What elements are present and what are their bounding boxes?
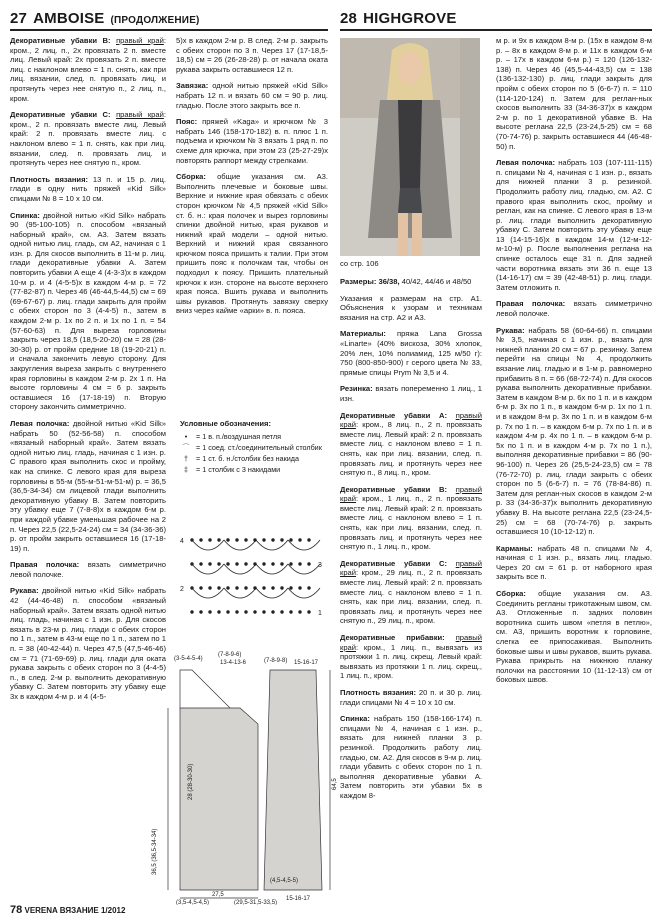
legend-item	[180, 442, 330, 453]
paragraph-text: 40/42, 44/46 и 48/50	[401, 277, 472, 286]
paragraph-text: набрать 103 (107-111-115) п. спицами № 4, начиная с 1 изн. р., вязать для нижней планки 3 р. резинкой. Продолжить работу лиц. гладью, см. А2. С правого края выполнить скос, пройму и реглан, как на спинке. С левого края в 13-м р. лиц. глади выполнить декоративную убавку С. Затем повторить эту убавку еще 13 (14-15-16)х в каждом 14-м (12-м-12-м-10-м) р. После выполнения реглана на спинке осталось еще 31 п. Для задней части воротника вязать эти 36 п. еще 13 (14-16-17) см = 39 (42-48-51) р. лиц. глади. Затем отложить п.	[496, 158, 652, 292]
paragraph-heading: Материалы:	[340, 329, 386, 339]
chain-stitch-mark	[218, 611, 221, 614]
legend-symbol-icon: ⌒	[182, 443, 190, 452]
paragraph	[340, 329, 482, 377]
chain-arch-mark	[288, 588, 320, 598]
paragraph-heading: Левая полочка:	[10, 418, 70, 428]
paragraph	[340, 411, 482, 478]
legend-text: = 1 столбик с 3 накидами	[196, 465, 281, 474]
paragraph	[496, 299, 652, 318]
paragraph	[10, 419, 166, 553]
paragraph-heading: Декоративные убавки А:	[340, 410, 447, 420]
paragraph-text: набрать 48 п. спицами № 4, начиная с 1 изн. р., вязать лиц. гладью. Через 20 см = 61 р. от наборного края закрыть все п.	[496, 543, 652, 582]
schem-top-label: 13-4-13-6	[220, 660, 247, 666]
chain-stitch-mark	[245, 587, 248, 590]
chain-stitch-mark	[272, 611, 275, 614]
legend-symbol-icon: ‡	[184, 465, 188, 474]
chain-stitch-mark	[263, 587, 266, 590]
chain-stitch-mark	[308, 611, 311, 614]
paragraph-heading: Декоративные прибавки:	[340, 633, 445, 642]
header-amboise	[10, 10, 200, 30]
chain-arch-mark	[288, 540, 320, 550]
chain-stitch-mark	[263, 539, 266, 542]
chain-arch-mark	[288, 564, 320, 574]
schem-top-label: (7-8-9-8)	[264, 658, 288, 664]
paragraph	[176, 36, 328, 74]
paragraph	[340, 277, 482, 287]
schem-bottom-label: 27,5	[212, 892, 224, 898]
chain-stitch-mark	[245, 611, 248, 614]
chain-stitch-mark	[236, 563, 239, 566]
paragraph-text: двойной нитью «Kid Silk» набрать 50 (52-56-58) п. способом «вязаный наборный край». Затем вязать одной нитью лиц. гладь, начиная с 1 изн. р. С правого края выполнить скос и пройму, как на спинке. С левого края для выреза горловины в 55-м (55-м-51-м-51-м) р. = 36,5 (36,5-34-34) см лицевой глади выполнить декоративную убавку В. Затем повторить эту убавку еще 7 (7-8-8)х в каждом 6-м р. при каждой убавке уменьшая рабочее на 2 п. Через 22,5 (22,5-24-24) см = 34 (34-36-36) р. от пройм закрыть оставшиеся 16 (17-18-19) п.	[10, 418, 166, 553]
chain-stitch-mark	[308, 587, 311, 590]
chain-stitch-mark	[209, 563, 212, 566]
paragraph-heading: Карманы:	[496, 543, 533, 553]
paragraph-text: 20 п. и 30 р. лиц. глади спицами № 4 = 10 х 10 см.	[340, 687, 482, 707]
schem-sleeve-mid: (4,5-4,5-5)	[270, 878, 299, 884]
schem-top-label: (7-8-9-6)	[218, 652, 242, 658]
paragraph	[10, 560, 166, 579]
underlined-term: правый край	[340, 633, 482, 652]
legend-symbol-icon: †	[184, 454, 188, 463]
chain-arch-mark	[256, 588, 288, 598]
chain-stitch-mark	[245, 539, 248, 542]
chain-stitch-mark	[227, 563, 230, 566]
paragraph-heading: Резинка:	[340, 384, 373, 394]
paragraph	[496, 544, 652, 582]
paragraph	[496, 589, 652, 685]
legend-symbol-icon: •	[184, 432, 188, 441]
paragraph-text: : кром., 8 лиц. п., 2 п. провязать вместе лиц. Левый край: 2 п. провязать вместе лиц. с наклоном влево = 1 п. снять, как при лиц. вязании, след. п. провязать лиц. и протянуть через нее снятую п., 8 лиц. п., кром.	[340, 420, 482, 478]
paragraph-heading: Сборка:	[496, 589, 526, 599]
paragraph-heading: Рукава:	[10, 586, 39, 596]
chain-stitch-mark	[218, 563, 221, 566]
paragraph-text: общие указания см. А3. Выполнить плечевые и боковые швы. Верхние и нижние края обвязать с обеих сторон крючком № 4,5 пряжей «Kid Silk» ст. б. н.: края полочек и вырез горловины спинки двойной нитью, края рукавов и нижний край модели – одной нитью. Верхний и нижний края связанного крючком пояса пришить к талии. При этом пришить пояс к полочкам так, чтобы он подходил к поясу. Пришить плательный крючок к изн. стороне на высоте верхнего края пояса. Вшить рукава и выполнить швы рукавов. Протянуть завязку сверху вниз через каймe «арки» в. п. пояса.	[176, 172, 328, 316]
chain-stitch-mark	[227, 611, 230, 614]
underlined-term: правый край	[116, 110, 164, 120]
chain-stitch-mark	[272, 563, 275, 566]
chain-stitch-mark	[200, 539, 203, 542]
chain-stitch-mark	[254, 611, 257, 614]
paragraph-text: Указания к размерам на стр. А1. Объяснения к узорам и техникам вязания на стр. А2 и А3.	[340, 293, 482, 322]
paragraph	[340, 688, 482, 707]
text-column-3	[340, 277, 482, 808]
paragraph-text: м р. и 9х в каждом 8-м р. (15х в каждом 8-м р. – 8х в каждом 8-м р. и 11х в каждом 6-м р. – 17х в каждом 6-м р.) = 120 (126-132-138) п. Через 46 (45,5-44-43,5) см = 138 (136-132-130) р. лиц. глади закрыть для пройм с обеих сторон по 5 (6-6-7) п. = 110 (114-120-124) п. Затем для реглан-ных скосов выполнить 33 (34-36-37)х в каждом 2-м р. по 1 декоративной убавке В. На высоте реглана 22,5 (23-24,5-25) см = 68 (70-74-76) р. закрыть оставшиеся 44 (46-48-50) п.	[496, 36, 652, 151]
paragraph-heading: Правая полочка:	[496, 299, 566, 309]
paragraph	[176, 172, 328, 316]
paragraph	[340, 485, 482, 552]
paragraph	[340, 714, 482, 800]
paragraph-heading: Пояс:	[176, 117, 198, 127]
paragraph	[10, 36, 166, 103]
chart-row-label: 2	[180, 586, 184, 593]
paragraph	[176, 117, 328, 165]
chain-stitch-mark	[200, 563, 203, 566]
crochet-chart	[178, 530, 328, 640]
paragraph-heading: Правая полочка:	[10, 560, 80, 570]
paragraph-text: двойной нитью «Kid Silk» набрать 42 (44-46-48) п. способом «вязаный наборный край». Затем вязать одной нитью лиц. гладь, начиная с 1 изн. р. Для скосов вязать в 23-м р. лиц. глади с обеих сторон по 1 п., затем в 43-м еще по 1 п., затем по 1 п. = 38 (40-42-44) п. Через 47,5 (47,5-46-46) см = 71 (71-69-69) р. лиц. глади для окатa рукава закрыть с обеих сторон по 3 (4-4-5) п., в след. 2-м р. выполнить декоративную убавку С. Затем повторить эту убавку еще 3х в каждом 4-м р. и 4 (4-5-	[10, 586, 166, 701]
legend-text: = 1 соед. ст./соединительный столбик	[196, 443, 322, 452]
paragraph	[496, 158, 652, 292]
header-rule-left	[10, 29, 328, 31]
paragraph-text: : кром., 2 лиц. п., 2х провязать 2 п. вместе лиц. Левый край: 2х провязать 2 п. вместе лиц. с наклоном влево = 1 п. снять, как при лиц. вязании, след. п. провязать лиц. и протянуть через нее снятую п., 2 лиц. п., кром.	[10, 36, 166, 103]
chain-stitch-mark	[281, 563, 284, 566]
chain-stitch-mark	[272, 539, 275, 542]
paragraph-text: пряжа Lana Grossa «Linarte» (40% вискоза, 30% хлопок, 20% лен, 10% полиамид, 125 м/50 г): 750 (800-850-900) г серого цвета № 33, прямые спицы Prym № 3,5 и 4.	[340, 329, 482, 377]
chain-stitch-mark	[281, 539, 284, 542]
paragraph-heading: Декоративные убавки В:	[340, 484, 447, 494]
pattern-number: 28	[340, 10, 358, 27]
chain-stitch-mark	[236, 539, 239, 542]
schem-top-label: (3-5-4-5-4)	[174, 656, 203, 662]
paragraph-text: вязать попеременно 1 лиц., 1 изн.	[340, 384, 482, 403]
underlined-term: правый край	[116, 36, 164, 45]
chain-stitch-mark	[308, 563, 311, 566]
schem-sleeve-bottom: 15-16-17	[286, 896, 311, 902]
paragraph-heading: Спинка:	[10, 210, 40, 220]
underlined-term: правый край	[340, 484, 482, 504]
chain-stitch-mark	[218, 587, 221, 590]
model-photo-image	[340, 38, 480, 256]
paragraph-text: : кром., 29 лиц. п., 2 п. провязать вместе лиц. Левый край: 2 п. провязать вместе лиц. с наклоном влево = 1 п. снять, как при лиц. вязании, след. п. провязать лиц. и протянуть через нее снятую п., 29 лиц. п., кром.	[340, 568, 482, 626]
paragraph-heading: Размеры: 36/38,	[340, 277, 400, 286]
photo-caption: со стр. 106	[340, 259, 379, 268]
chain-arch-mark	[256, 540, 288, 550]
chain-stitch-mark	[299, 587, 302, 590]
paragraph-text: одной нитью пряжей «Kid Silk» набрать 12 п. и вязать 60 см = 90 р. лиц. гладью. После этого закрыть все п.	[176, 81, 328, 110]
chain-stitch-mark	[272, 587, 275, 590]
chain-arch-mark	[224, 540, 256, 550]
paragraph-text: пряжей «Kaga» и крючком № 3 набрать 146 (158-170-182) в. п. плюс 1 п. подъема и крючком № 3 вязать 1 ряд п. по схеме для крючка, при этом 23 (25-27-29)х повторять раппорт между стрелками.	[176, 117, 328, 165]
paragraph	[496, 36, 652, 151]
paragraph-text: : кром., 2 п. провязать вместе лиц. Левый край: 2 п. провязать вместе лиц. с наклоном влево = 1 п. снять, как при лиц. вязании, след. п. провязать лиц. и протянуть через нее снятую п., кром.	[10, 110, 166, 168]
chain-stitch-mark	[227, 587, 230, 590]
chain-stitch-mark	[263, 563, 266, 566]
pattern-title: HIGHGROVE	[363, 10, 457, 27]
page-number: 78	[10, 904, 23, 916]
legend-item	[180, 464, 330, 475]
chain-stitch-mark	[209, 539, 212, 542]
paragraph-heading: Сборка:	[176, 172, 206, 182]
paragraph-heading: Плотность вязания:	[340, 687, 417, 697]
chain-stitch-mark	[290, 539, 293, 542]
pattern-title: AMBOISE	[33, 10, 105, 27]
paragraph-heading: Спинка:	[340, 714, 370, 724]
legend-text: = 1 ст. б. н./столбик без накида	[196, 454, 299, 463]
chain-stitch-mark	[290, 611, 293, 614]
paragraph	[340, 294, 482, 323]
chain-stitch-mark	[200, 611, 203, 614]
chain-stitch-mark	[200, 587, 203, 590]
paragraph-heading: Плотность вязания:	[10, 174, 89, 184]
paragraph-text: набрать 150 (158-166-174) п. спицами № 4, начиная с 1 изн. р., вязать для нижней планки 3 р. резинкой. Продолжить работу лиц. гладью, см. А2. Для скосов в 9-м р. лиц. глади убавить с обеих сторон по 1 п. выполняя декоративные убавки А. Затем повторить эти убавки 5х в каждом 8-	[340, 714, 482, 800]
paragraph-heading: Декоративные убавки В:	[10, 36, 111, 45]
chain-stitch-mark	[290, 563, 293, 566]
magazine-name: VERENA ВЯЗАНИЕ 1/2012	[24, 906, 126, 915]
paragraph	[496, 326, 652, 537]
chart-row-label: 3	[318, 562, 322, 569]
paragraph-text: общие указания см. А3. Соединить регланы трикотажным швом, см. А3. Отложенные п. задних половин воротника сшить швом «петля в петлю», см. А3, пришить воротник к горловине, слегка ее припосаживая. Выполнить боковые швы и швы рукавов, вшить рукава. Рукава прикрыть на нижнюю планку полочки на расстоянии 10 (11-12-13) см от боковых швов.	[496, 589, 652, 685]
schem-bottom-label: (29,5-31,5-33,5)	[234, 900, 278, 905]
header-highgrove	[340, 10, 457, 30]
chain-stitch-mark	[299, 611, 302, 614]
schem-bottom-label: (3,5-4,5-4,5)	[176, 900, 210, 905]
page-footer	[10, 904, 125, 916]
paragraph-text: 13 п. и 15 р. лиц. глади в одну нить пряжей «Kid Silk» спицами № 8 = 10 х 10 см.	[10, 174, 166, 203]
text-column-4	[496, 36, 652, 692]
legend-text: = 1 в. п./воздушная петля	[196, 432, 281, 441]
paragraph	[340, 384, 482, 403]
chain-arch-mark	[224, 588, 256, 598]
paragraph	[10, 211, 166, 412]
chain-stitch-mark	[281, 611, 284, 614]
chain-stitch-mark	[299, 563, 302, 566]
paragraph-text: двойной нитью «Kid Silk» набрать 90 (95-100-105) п. способом «вязаный наборный край», см. А3. Затем вязать одной нитью лиц. гладь, см А2, начиная с 1 изн. р. Для скосов выполнить в 11-м р. лиц. глади декоративные убавки А. Затем повторить убавки А еще 4 (4-3-3)х в каждом 10-м р. и 4 (4-5-5)х в каждом 4-м р. = 72 (77-82-87) п. Через 46 (46-44,5-44,5) см = 69 (69-67-67) р. лиц. глади закрыть для пройм с обеих сторон по 3 (4-4-5) п., затем в каждом 2-м р. 1х по 2 п. и 1х по 1 п. = 54 (57-60-63) п. Для выреза горловины закрыть через 18,5 (18,5-20-20) см = 28 (28-30-30) р. от пройм средние 18 (19-20-21) п. и сначала закончить левую сторону. Для закругления выреза закрыть с внутреннего края горловины в каждом 2-м р. 2х 1 п. На высоте горловины 4 см = 6 р. закрыть оставшиеся 16 (17-18-19) п. Вторую сторону закончить симметрично.	[10, 210, 166, 412]
paragraph-heading: Декоративные убавки С:	[340, 558, 447, 568]
paragraph	[340, 559, 482, 626]
header-rule-right	[340, 29, 652, 31]
chart-row-label: 1	[318, 610, 322, 617]
chain-stitch-mark	[218, 539, 221, 542]
schem-sleeve-side: 64,5	[332, 778, 338, 790]
chain-stitch-mark	[245, 563, 248, 566]
symbol-legend	[180, 418, 330, 475]
text-column-1	[10, 36, 166, 709]
chain-arch-mark	[224, 564, 256, 574]
chain-stitch-mark	[209, 611, 212, 614]
paragraph-heading: Рукава:	[496, 325, 525, 335]
pattern-number: 27	[10, 10, 28, 27]
schem-sleeve-top: 15-16-17	[294, 660, 319, 666]
legend-item	[180, 453, 330, 464]
chain-stitch-mark	[299, 539, 302, 542]
schem-side-label: 36,5 (36,5-34-34)	[152, 828, 158, 875]
chart-row-label: 4	[180, 538, 184, 545]
underlined-term: правый край	[340, 558, 482, 578]
chain-stitch-mark	[191, 611, 194, 614]
chain-stitch-mark	[308, 539, 311, 542]
chain-stitch-mark	[227, 539, 230, 542]
underlined-term: правый край	[340, 410, 482, 430]
paragraph	[340, 633, 482, 681]
text-column-2	[176, 36, 328, 323]
paragraph-heading: Завязка:	[176, 81, 209, 91]
model-photo	[340, 38, 480, 256]
paragraph-heading: Левая полочка:	[496, 158, 556, 168]
chain-stitch-mark	[290, 587, 293, 590]
legend-title: Условные обозначения:	[180, 419, 272, 428]
chain-stitch-mark	[236, 587, 239, 590]
chain-stitch-mark	[263, 611, 266, 614]
schem-side-label: 28 (28-30-30)	[188, 763, 194, 800]
chain-stitch-mark	[281, 587, 284, 590]
paragraph-text: вязать симметрично левой полочке.	[496, 299, 652, 319]
paragraph-text: набрать 58 (60-64-66) п. спицами № 3,5, начиная с 1 изн. р., вязать для нижней планки 20 см = 67 р. резинку. Затем перейти на спицы № 4, продолжить вязание лиц. гладью и в 1-м р. равномерно прибавить 8 п. = 66 (68-72-74) п. Для скосов рукава выполнить декоративные прибавки. Затем в каждом 8-м р. 6х по 1 п. и в каждом 6-м р. 3х по 1 п., в каждом 6-м р. 1х по 1 п. и в каждом 8-м р. 3х по 1 п. и в каждом 6-м р. 7х по 1 п. – в каждом 6-м р. 7х по 1 п. и в каждом 4-м р. 4х по 1 п. – в каждом 6-м р. 5х по 1 п. и в каждом 4-м р. 7х по 1 п.), выполняя декоративные прибавки = 86 (90-96-100) п. Через 26 (25,5-24-23,5) см = 78 (76-72-70) р. лиц. глади закрыть с обеих сторон по 5 (6-6-7) п. = 76 (78-84-86) п. Затем для реглан-ных скосов в каждом 2-м р. 33 (34-36-37)х выполнить декоративную убавку В. На высоте реглана 22,5 (23-24,5-25) см = 68 (70-74-76) р. закрыть оставшиеся 10 (10-12-12) п.	[496, 325, 652, 537]
chain-stitch-mark	[236, 611, 239, 614]
chain-arch-mark	[256, 564, 288, 574]
schematic-sleeve	[250, 650, 340, 905]
legend-item	[180, 431, 330, 442]
chain-stitch-mark	[209, 587, 212, 590]
paragraph	[176, 81, 328, 110]
paragraph-text: 5)х в каждом 2-м р. В след. 2-м р. закрыть с обеих сторон по 3 п. Через 17 (17-18,5-18,5) см = 26 (26-28-28) р. от начала оката рукава закрыть оставшиеся 12 п.	[176, 36, 328, 74]
paragraph	[10, 110, 166, 168]
pattern-subtitle: (ПРОДОЛЖЕНИЕ)	[110, 15, 200, 26]
paragraph	[10, 175, 166, 204]
paragraph-text: вязать симметрично левой полочке.	[10, 560, 166, 579]
paragraph-text: : кром., 1 лиц. п., вывязать из протяжки 1 п. лиц. скрещ. Левый край: вывязать из протяжки 1 п. лиц. скрещ., 1 лиц. п., кром.	[340, 642, 482, 681]
paragraph-text: : кром., 1 лиц. п., 2 п. провязать вместе лиц. Левый край: 2 п. провязать вместе лиц. с наклоном влево = 1 п. снять, как при лиц. вязании, след. п. провязать лиц. и протянуть через нее снятую п., 1 лиц. п., кром.	[340, 494, 482, 552]
paragraph-heading: Декоративные убавки С:	[10, 110, 111, 120]
